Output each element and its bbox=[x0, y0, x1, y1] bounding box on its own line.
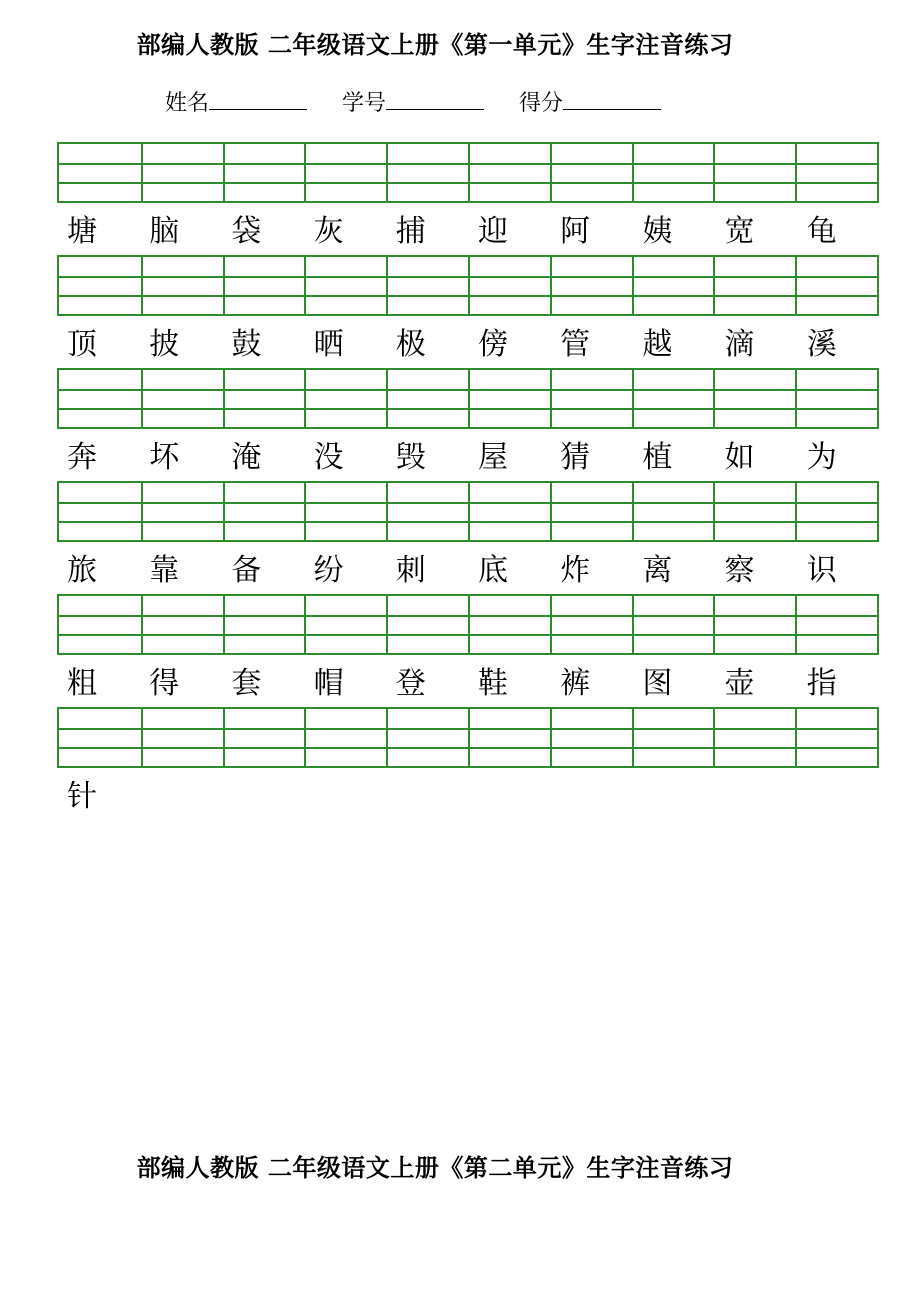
pinyin-cell-divider bbox=[386, 257, 388, 314]
character-row bbox=[57, 323, 879, 367]
chinese-character: 灰 bbox=[313, 214, 344, 249]
pinyin-cell-divider bbox=[386, 370, 388, 427]
pinyin-cell-divider bbox=[304, 483, 306, 540]
score-blank[interactable] bbox=[563, 87, 661, 110]
pinyin-cell-divider bbox=[141, 483, 143, 540]
chinese-character: 刺 bbox=[395, 553, 426, 588]
chinese-character: 越 bbox=[642, 327, 673, 362]
pinyin-cell-divider bbox=[795, 483, 797, 540]
pinyin-cell-divider bbox=[386, 709, 388, 766]
pinyin-cell-divider bbox=[550, 370, 552, 427]
pinyin-cell-divider bbox=[795, 257, 797, 314]
chinese-character: 淹 bbox=[231, 440, 262, 475]
student-id-blank[interactable] bbox=[386, 87, 484, 110]
name-blank[interactable] bbox=[209, 87, 307, 110]
chinese-character: 识 bbox=[806, 553, 837, 588]
chinese-character: 针 bbox=[67, 779, 97, 814]
pinyin-cell-divider bbox=[713, 596, 715, 653]
pinyin-cell-divider bbox=[386, 483, 388, 540]
chinese-character: 顶 bbox=[67, 327, 97, 362]
pinyin-cell-divider bbox=[550, 483, 552, 540]
chinese-character: 得 bbox=[149, 666, 180, 701]
pinyin-cell-divider bbox=[550, 596, 552, 653]
pinyin-cell-divider bbox=[386, 596, 388, 653]
pinyin-cell-divider bbox=[141, 257, 143, 314]
pinyin-cell-divider bbox=[223, 709, 225, 766]
pinyin-cell-divider bbox=[304, 709, 306, 766]
pinyin-cell-divider bbox=[713, 483, 715, 540]
chinese-character: 猜 bbox=[560, 440, 591, 475]
chinese-character: 塘 bbox=[67, 214, 97, 249]
chinese-character: 龟 bbox=[806, 214, 837, 249]
chinese-character: 底 bbox=[477, 553, 508, 588]
chinese-character: 壶 bbox=[724, 666, 755, 701]
pinyin-cell-divider bbox=[713, 144, 715, 201]
pinyin-cell-divider bbox=[713, 257, 715, 314]
character-row bbox=[57, 662, 879, 706]
chinese-character: 溪 bbox=[806, 327, 837, 362]
chinese-character: 套 bbox=[231, 666, 262, 701]
pinyin-cell-divider bbox=[550, 257, 552, 314]
worksheet-title-2: 部编人教版 二年级语文上册《第二单元》生字注音练习 bbox=[136, 1154, 734, 1182]
student-id-field[interactable] bbox=[342, 91, 484, 116]
chinese-character: 宽 bbox=[724, 214, 755, 249]
pinyin-cell-divider bbox=[468, 483, 470, 540]
pinyin-cell-divider bbox=[632, 483, 634, 540]
chinese-character: 傍 bbox=[477, 327, 508, 362]
pinyin-cell-divider bbox=[468, 370, 470, 427]
chinese-character: 察 bbox=[724, 553, 755, 588]
pinyin-cell-divider bbox=[223, 257, 225, 314]
pinyin-cell-divider bbox=[795, 144, 797, 201]
chinese-character: 登 bbox=[395, 666, 426, 701]
pinyin-cell-divider bbox=[550, 709, 552, 766]
pinyin-cell-divider bbox=[632, 370, 634, 427]
chinese-character: 捕 bbox=[395, 214, 426, 249]
pinyin-cell-divider bbox=[141, 709, 143, 766]
chinese-character: 奔 bbox=[67, 440, 97, 475]
pinyin-cell-divider bbox=[141, 596, 143, 653]
chinese-character: 阿 bbox=[560, 214, 591, 249]
chinese-character: 迎 bbox=[477, 214, 508, 249]
chinese-character: 指 bbox=[806, 666, 837, 701]
chinese-character: 备 bbox=[231, 553, 262, 588]
pinyin-cell-divider bbox=[632, 144, 634, 201]
chinese-character: 为 bbox=[806, 440, 837, 475]
pinyin-cell-divider bbox=[468, 144, 470, 201]
pinyin-cell-divider bbox=[304, 370, 306, 427]
character-row bbox=[57, 775, 879, 819]
pinyin-cell-divider bbox=[304, 257, 306, 314]
pinyin-cell-divider bbox=[795, 370, 797, 427]
pinyin-cell-divider bbox=[468, 709, 470, 766]
chinese-character: 旅 bbox=[67, 553, 97, 588]
pinyin-cell-divider bbox=[468, 257, 470, 314]
chinese-character: 滴 bbox=[724, 327, 755, 362]
chinese-character: 鼓 bbox=[231, 327, 262, 362]
chinese-character: 坏 bbox=[149, 440, 180, 475]
pinyin-cell-divider bbox=[304, 596, 306, 653]
character-row bbox=[57, 436, 879, 480]
chinese-character: 袋 bbox=[231, 214, 262, 249]
pinyin-cell-divider bbox=[713, 709, 715, 766]
chinese-character: 披 bbox=[149, 327, 180, 362]
chinese-character: 纷 bbox=[313, 553, 344, 588]
name-field[interactable] bbox=[165, 91, 307, 116]
chinese-character: 靠 bbox=[149, 553, 180, 588]
pinyin-cell-divider bbox=[632, 257, 634, 314]
pinyin-cell-divider bbox=[713, 370, 715, 427]
pinyin-cell-divider bbox=[223, 483, 225, 540]
student-info bbox=[165, 86, 689, 117]
pinyin-cell-divider bbox=[795, 709, 797, 766]
chinese-character: 粗 bbox=[67, 666, 97, 701]
pinyin-grid[interactable] bbox=[57, 481, 879, 542]
chinese-character: 植 bbox=[642, 440, 673, 475]
character-row bbox=[57, 549, 879, 593]
student-id-label: 学号 bbox=[342, 91, 387, 116]
pinyin-grid[interactable] bbox=[57, 368, 879, 429]
pinyin-grid[interactable] bbox=[57, 142, 879, 203]
pinyin-cell-divider bbox=[632, 709, 634, 766]
chinese-character: 屋 bbox=[477, 440, 508, 475]
worksheet-title: 部编人教版 二年级语文上册《第一单元》生字注音练习 bbox=[136, 31, 734, 59]
chinese-character: 如 bbox=[724, 440, 755, 475]
character-row bbox=[57, 210, 879, 254]
pinyin-grid[interactable] bbox=[57, 707, 879, 768]
pinyin-cell-divider bbox=[304, 144, 306, 201]
pinyin-cell-divider bbox=[141, 370, 143, 427]
pinyin-cell-divider bbox=[223, 596, 225, 653]
chinese-character: 离 bbox=[642, 553, 673, 588]
pinyin-cell-divider bbox=[141, 144, 143, 201]
chinese-character: 姨 bbox=[642, 214, 673, 249]
chinese-character: 鞋 bbox=[477, 666, 508, 701]
chinese-character: 炸 bbox=[560, 553, 591, 588]
chinese-character: 脑 bbox=[149, 214, 180, 249]
score-label: 得分 bbox=[519, 91, 564, 116]
pinyin-cell-divider bbox=[795, 596, 797, 653]
chinese-character: 晒 bbox=[313, 327, 344, 362]
score-field[interactable] bbox=[519, 91, 661, 116]
chinese-character: 管 bbox=[560, 327, 591, 362]
chinese-character: 帽 bbox=[313, 666, 344, 701]
chinese-character: 裤 bbox=[560, 666, 591, 701]
pinyin-cell-divider bbox=[468, 596, 470, 653]
chinese-character: 毁 bbox=[395, 440, 426, 475]
pinyin-cell-divider bbox=[223, 144, 225, 201]
pinyin-grid[interactable] bbox=[57, 255, 879, 316]
chinese-character: 图 bbox=[642, 666, 673, 701]
chinese-character: 没 bbox=[313, 440, 344, 475]
pinyin-cell-divider bbox=[632, 596, 634, 653]
pinyin-grid[interactable] bbox=[57, 594, 879, 655]
pinyin-cell-divider bbox=[550, 144, 552, 201]
pinyin-cell-divider bbox=[386, 144, 388, 201]
pinyin-cell-divider bbox=[223, 370, 225, 427]
name-label: 姓名 bbox=[165, 91, 210, 116]
chinese-character: 极 bbox=[395, 327, 426, 362]
